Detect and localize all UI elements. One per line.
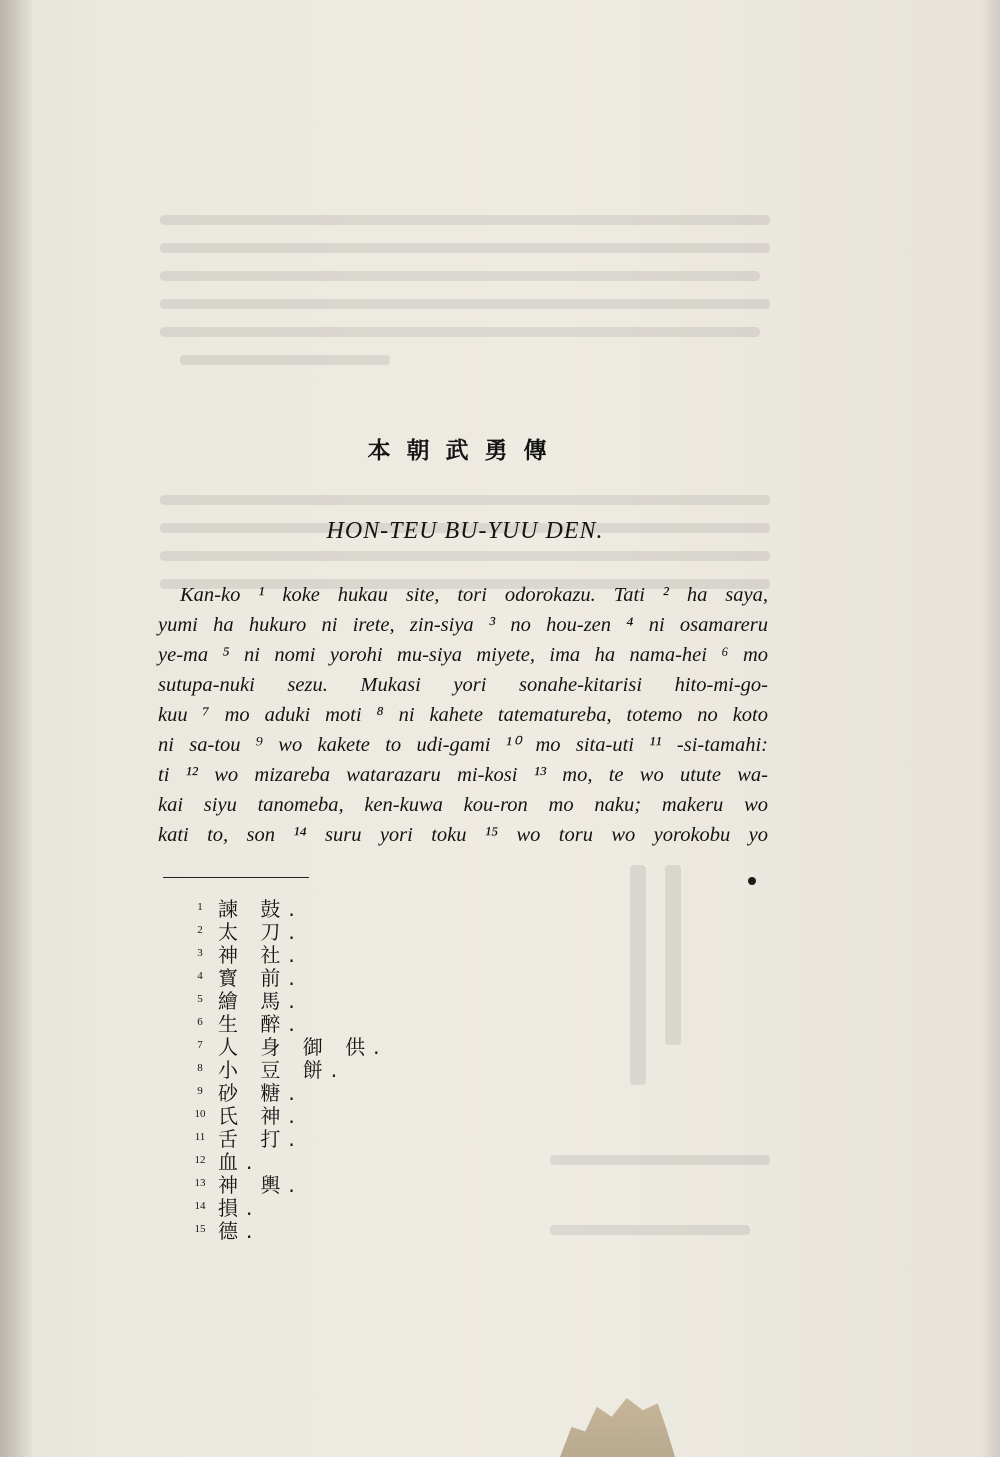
footnote-number: 4 — [197, 970, 203, 982]
footnote-item — [188, 1125, 488, 1151]
footnote-number: 13 — [194, 1177, 206, 1189]
body-line: sutupa-nuki sezu. Mukasi yori sonahe-kitarisi hito-mi-go- — [158, 674, 768, 696]
footnote-item — [188, 1148, 488, 1174]
footnote-item — [188, 964, 488, 990]
footnote-text: 舌 打. — [218, 1127, 303, 1151]
footnote-item — [188, 1010, 488, 1036]
footnote-number: 3 — [197, 947, 203, 959]
body-line: kai siyu tanomeba, ken-kuwa kou-ron mo naku; makeru wo — [158, 794, 768, 816]
footnote-text: 神 社. — [218, 943, 303, 967]
footnote-number: 10 — [194, 1108, 206, 1120]
body-line: kati to, son ¹⁴ suru yori toku ¹⁵ wo toru wo yorokobu yo — [158, 824, 768, 846]
body-line: Kan-ko ¹ koke hukau site, tori odorokazu. Tati ² ha saya, — [180, 584, 768, 606]
footnote-text: 損. — [218, 1196, 261, 1220]
footnote-text: 德. — [218, 1219, 261, 1243]
footnote-text: 生 醉. — [218, 1012, 303, 1036]
footnote-number: 8 — [197, 1062, 203, 1074]
ink-speck — [748, 877, 756, 885]
footnote-text: 砂 糖. — [218, 1081, 303, 1105]
footnote-number: 11 — [194, 1131, 206, 1143]
title-japanese: 本朝武勇傳 — [367, 438, 563, 464]
footnote-text: 太 刀. — [218, 920, 303, 944]
footnote-item — [188, 895, 488, 921]
footnote-divider — [163, 877, 309, 878]
footnote-item — [188, 1194, 488, 1220]
footnote-number: 12 — [194, 1154, 206, 1166]
spine-shadow — [0, 0, 34, 1457]
footnote-item — [188, 918, 488, 944]
footnote-number: 14 — [194, 1200, 206, 1212]
footnote-number: 15 — [194, 1223, 206, 1235]
body-line: kuu ⁷ mo aduki moti ⁸ ni kahete tatematureba, totemo no koto — [158, 704, 768, 726]
footnote-number: 6 — [197, 1016, 203, 1028]
footnote-number: 7 — [197, 1039, 203, 1051]
footnote-text: 氏 神. — [218, 1104, 303, 1128]
footnote-item — [188, 941, 488, 967]
footnote-item — [188, 1217, 488, 1243]
page-edge-shadow — [982, 0, 1000, 1457]
footnote-text: 神 輿. — [218, 1173, 303, 1197]
body-line: ti ¹² wo mizareba watarazaru mi-kosi ¹³ mo, te wo utute wa- — [158, 764, 768, 786]
footnote-item — [188, 987, 488, 1013]
footnote-item — [188, 1056, 488, 1082]
footnote-item — [188, 1033, 488, 1059]
footnote-number: 2 — [197, 924, 203, 936]
footnote-text: 小 豆 餅. — [218, 1058, 346, 1082]
footnote-item — [188, 1102, 488, 1128]
torn-edge — [560, 1390, 675, 1457]
footnote-item — [188, 1171, 488, 1197]
footnote-text: 寳 前. — [218, 966, 303, 990]
title-romaji: HON-TEU BU-YUU DEN. — [326, 518, 604, 544]
body-line: ni sa-tou ⁹ wo kakete to udi-gami ¹⁰ mo sita-uti ¹¹ -si-tamahi: — [158, 734, 768, 756]
footnote-text: 諫 鼓. — [218, 897, 303, 921]
body-paragraph — [158, 580, 768, 850]
body-line: ye-ma ⁵ ni nomi yorohi mu-siya miyete, ima ha nama-hei ⁶ mo — [158, 644, 768, 666]
footnote-text: 繪 馬. — [218, 989, 303, 1013]
body-line: yumi ha hukuro ni irete, zin-siya ³ no hou-zen ⁴ ni osamareru — [158, 614, 768, 636]
footnote-number: 1 — [197, 901, 203, 913]
footnote-number: 5 — [197, 993, 203, 1005]
footnote-number: 9 — [197, 1085, 203, 1097]
footnote-list — [188, 895, 488, 1243]
footnote-text: 血. — [218, 1150, 261, 1174]
footnote-text: 人 身 御 供. — [218, 1035, 388, 1059]
footnote-item — [188, 1079, 488, 1105]
